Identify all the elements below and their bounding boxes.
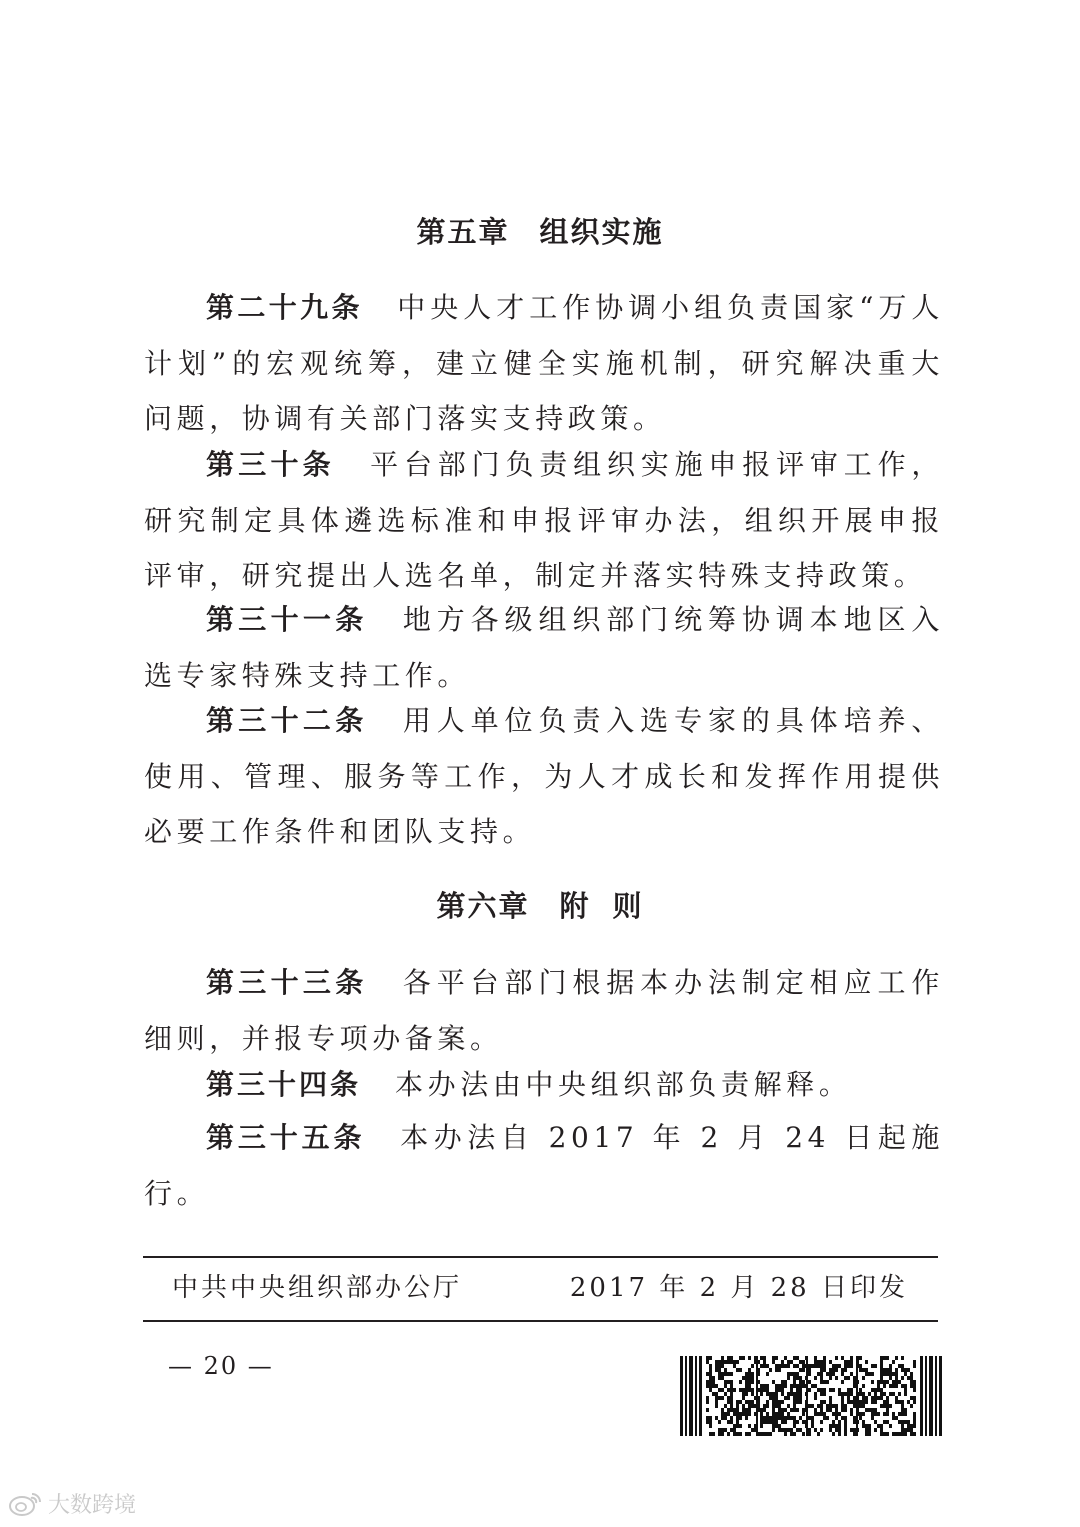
chapter-6-title-part-1: 附: [559, 889, 591, 923]
chapter-6-heading: [0, 884, 1080, 925]
watermark-text: 大数跨境: [48, 1493, 137, 1518]
article-33-text: 各平台部门根据本办法制定相应工作细则，并报专项办备案。: [144, 966, 944, 1055]
footer-bottom-rule: [143, 1320, 938, 1322]
article-29-text: 中央人才工作协调小组负责国家“万人计划”的宏观统筹，建立健全实施机制，研究解决重大问题，协调有关部门落实支持政策。: [144, 291, 944, 435]
article-34: [144, 1057, 944, 1113]
article-31-text: 地方各级组织部门统筹协调本地区入选专家特殊支持工作。: [144, 603, 944, 692]
chapter-6-number: 第六章: [436, 889, 530, 923]
article-29-title: 第二十九条: [206, 291, 363, 324]
footer-top-rule: [143, 1256, 938, 1258]
article-32-text: 用人单位负责入选专家的具体培养、使用、管理、服务等工作，为人才成长和发挥作用提供必要工作条件和团队支持。: [144, 704, 944, 848]
article-33-title: 第三十三条: [206, 966, 368, 999]
article-32-title: 第三十二条: [206, 704, 368, 737]
article-35: [144, 1110, 944, 1221]
article-31-title: 第三十一条: [206, 603, 368, 636]
article-35-title: 第三十五条: [206, 1121, 366, 1154]
article-35-text: 本办法自 2017 年 2 月 24 日起施行。: [144, 1121, 944, 1210]
watermark: [8, 1488, 136, 1519]
article-30: [144, 437, 944, 604]
article-34-text: 本办法由中央组织部负责解释。: [395, 1068, 852, 1101]
footer-issue-date: 2017 年 2 月 28 日印发: [569, 1273, 908, 1303]
article-29: [144, 280, 944, 447]
chapter-5-heading: [0, 210, 1080, 251]
article-33: [144, 955, 944, 1066]
chapter-5-title: 组织实施: [539, 215, 664, 249]
article-30-title: 第三十条: [206, 448, 335, 481]
page-number: — 20 —: [168, 1352, 274, 1380]
article-32: [144, 693, 944, 860]
chapter-6-title-part-2: 则: [612, 889, 644, 923]
article-34-title: 第三十四条: [206, 1068, 362, 1101]
article-31: [144, 592, 944, 703]
footer-issuer: 中共中央组织部办公厅: [172, 1273, 463, 1303]
weibo-logo-icon: [8, 1491, 42, 1517]
barcode-image: [680, 1356, 942, 1436]
article-30-text: 平台部门负责组织实施申报评审工作，研究制定具体遴选标准和申报评审办法，组织开展申报评审，研究提出人选名单，制定并落实特殊支持政策。: [144, 448, 944, 592]
chapter-5-number: 第五章: [416, 215, 510, 249]
